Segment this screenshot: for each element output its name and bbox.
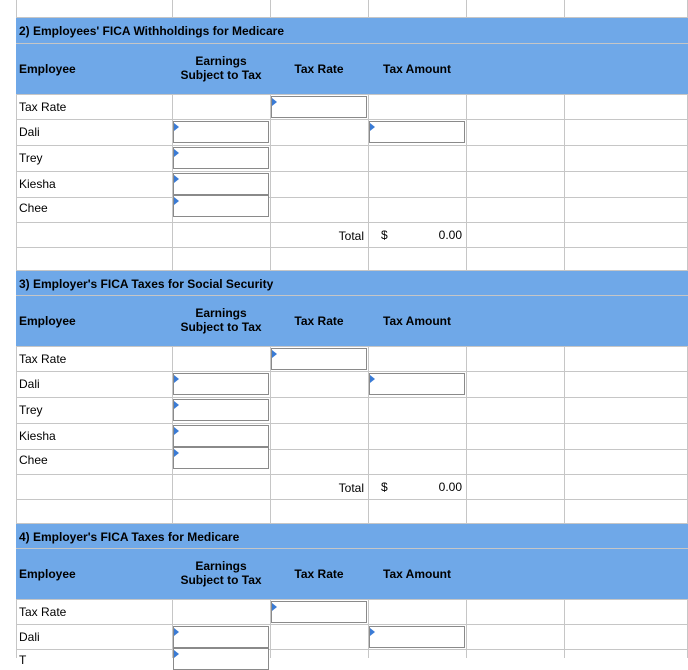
employee-name: Dali	[19, 377, 40, 391]
employee-row-chee	[16, 198, 688, 223]
employee-row-trey	[16, 146, 688, 172]
employee-row-partial	[16, 650, 688, 667]
section-title: 2) Employees' FICA Withholdings for Medicare	[19, 24, 285, 38]
employee-row-dali	[16, 372, 688, 398]
employee-row-chee	[16, 450, 688, 475]
earnings-header	[172, 54, 270, 82]
column-header-row	[16, 296, 688, 347]
earnings-header	[172, 559, 270, 587]
earnings-input-trey[interactable]	[173, 147, 269, 169]
tax-amount-header: Tax Amount	[383, 314, 451, 328]
total-row	[16, 475, 688, 500]
employee-header: Employee	[19, 567, 76, 581]
tax-rate-header: Tax Rate	[294, 314, 344, 328]
tax-rate-row	[16, 600, 688, 625]
total-label: Total	[338, 481, 364, 495]
earnings-header-line1: Earnings	[195, 54, 247, 68]
total-label: Total	[338, 229, 364, 243]
total-amount: 0.00	[438, 228, 462, 242]
section-title-row	[16, 18, 688, 44]
earnings-input-kiesha[interactable]	[173, 173, 269, 195]
empty-row	[16, 248, 688, 271]
earnings-input-partial[interactable]	[173, 648, 269, 670]
employee-name: Trey	[19, 403, 43, 417]
empty-row	[16, 500, 688, 524]
earnings-header-line2: Subject to Tax	[180, 68, 262, 82]
tax-amount-header: Tax Amount	[383, 62, 451, 76]
currency-symbol: $	[381, 228, 388, 242]
tax-rate-label: Tax Rate	[19, 605, 67, 619]
employee-name: Kiesha	[19, 177, 56, 191]
tax-rate-row	[16, 347, 688, 372]
earnings-header-line1: Earnings	[195, 306, 247, 320]
tax-rate-header: Tax Rate	[294, 62, 344, 76]
tax-rate-input[interactable]	[271, 348, 367, 370]
employee-name: Kiesha	[19, 429, 56, 443]
earnings-input-kiesha[interactable]	[173, 425, 269, 447]
earnings-input-chee[interactable]	[173, 447, 269, 469]
earnings-input-chee[interactable]	[173, 195, 269, 217]
employee-row-trey	[16, 398, 688, 424]
employee-name: Trey	[19, 151, 43, 165]
employee-header: Employee	[19, 62, 76, 76]
tax-rate-input[interactable]	[271, 96, 367, 118]
column-header-row	[16, 549, 688, 600]
tax-rate-row	[16, 95, 688, 120]
earnings-input-dali[interactable]	[173, 121, 269, 143]
employee-row-kiesha	[16, 424, 688, 450]
tax-rate-header: Tax Rate	[294, 567, 344, 581]
column-header-row	[16, 44, 688, 95]
employee-name: Chee	[19, 453, 48, 467]
tax-rate-label: Tax Rate	[19, 352, 67, 366]
tax-rate-label: Tax Rate	[19, 100, 67, 114]
empty-row	[16, 0, 688, 18]
earnings-header-line2: Subject to Tax	[180, 320, 262, 334]
earnings-header-line2: Subject to Tax	[180, 573, 262, 587]
tax-amount-input-dali[interactable]	[369, 373, 465, 395]
tax-amount-header: Tax Amount	[383, 567, 451, 581]
tax-amount-input-dali[interactable]	[369, 121, 465, 143]
employee-name: Chee	[19, 201, 48, 215]
employee-name: Dali	[19, 630, 40, 644]
earnings-header	[172, 306, 270, 334]
earnings-header-line1: Earnings	[195, 559, 247, 573]
tax-rate-input[interactable]	[271, 601, 367, 623]
total-row	[16, 223, 688, 248]
currency-symbol: $	[381, 480, 388, 494]
earnings-input-dali[interactable]	[173, 626, 269, 648]
earnings-input-trey[interactable]	[173, 399, 269, 421]
total-amount: 0.00	[438, 480, 462, 494]
section-title: 4) Employer's FICA Taxes for Medicare	[19, 530, 240, 544]
employee-name: T	[19, 653, 27, 667]
section-title-row	[16, 271, 688, 296]
employee-row-kiesha	[16, 172, 688, 198]
employee-row-dali	[16, 625, 688, 650]
section-title: 3) Employer's FICA Taxes for Social Security	[19, 277, 274, 291]
employee-row-dali	[16, 120, 688, 146]
employee-header: Employee	[19, 314, 76, 328]
tax-amount-input-dali[interactable]	[369, 626, 465, 648]
employee-name: Dali	[19, 125, 40, 139]
section-title-row	[16, 524, 688, 549]
earnings-input-dali[interactable]	[173, 373, 269, 395]
